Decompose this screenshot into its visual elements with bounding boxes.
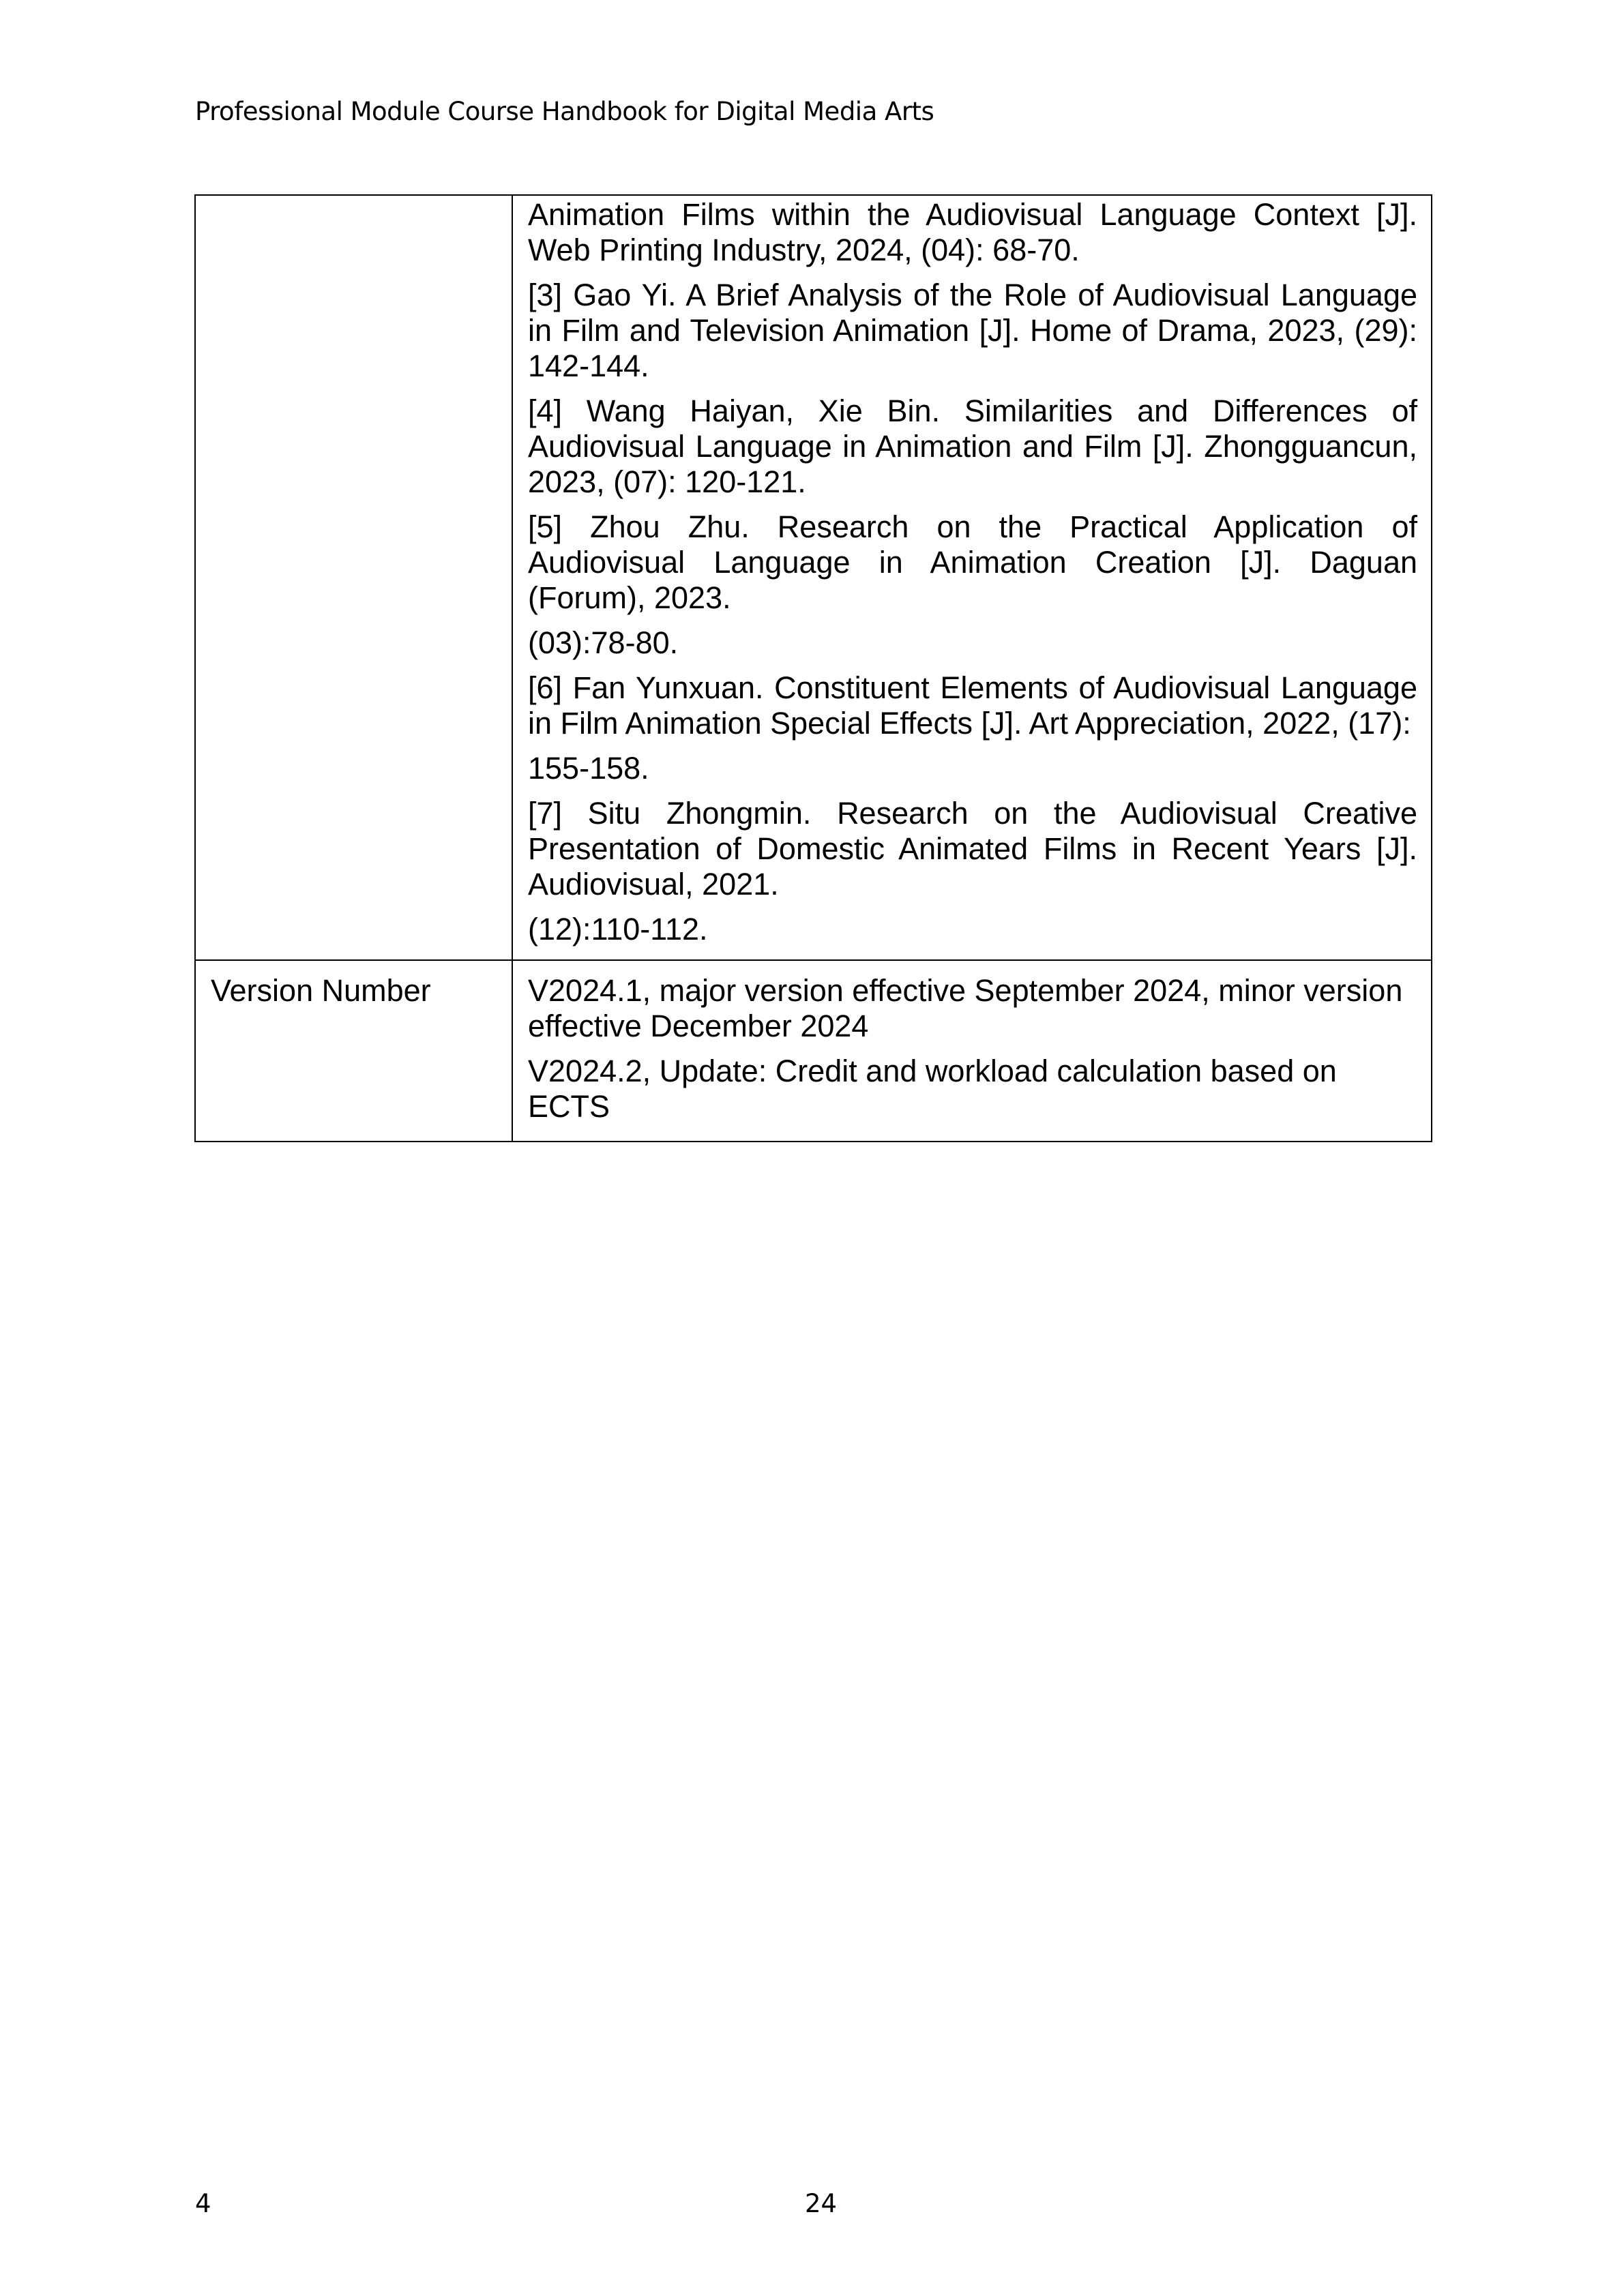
table-row-references [195,195,1432,960]
page-number: 24 [805,2189,838,2218]
reference-item: [7] Situ Zhongmin. Research on the Audiovisual Creative Presentation of Domestic Animated Films in Recent Years [J]. Audiovisual, 2021. [528,796,1417,901]
version-label-cell [195,960,512,1142]
references-label-cell [195,195,512,960]
version-content-cell [512,960,1432,1142]
references-content-cell [512,195,1432,960]
reference-item: (12):110-112. [528,912,708,946]
version-entry: V2024.1, major version effective September 2024, minor version effective December 2024 [528,973,1403,1043]
version-label: Version Number [211,973,431,1008]
reference-item: [4] Wang Haiyan, Xie Bin. Similarities and Differences of Audiovisual Language in Animation and Film [J]. Zhongguancun, 2023, (07): 120-121. [528,393,1417,499]
references-label [196,196,512,208]
module-table [194,194,1432,1142]
reference-item: 155-158. [528,751,649,786]
reference-item: [3] Gao Yi. A Brief Analysis of the Role of Audiovisual Language in Film and Television Animation [J]. Home of Drama, 2023, (29): 142-144. [528,278,1417,383]
table-row-version [195,960,1432,1142]
reference-item: [5] Zhou Zhu. Research on the Practical Application of Audiovisual Language in Animation Creation [J]. Daguan (Forum), 2023. [528,509,1417,615]
reference-item: (03):78-80. [528,625,679,660]
footer-left-number: 4 [195,2189,211,2218]
page-header: Professional Module Course Handbook for Digital Media Arts [195,97,934,126]
reference-item: [6] Fan Yunxuan. Constituent Elements of Audiovisual Language in Film Animation Special Effects [J]. Art Appreciation, 2022, (17): [528,670,1417,741]
reference-item: Animation Films within the Audiovisual Language Context [J]. Web Printing Industry, 2024, (04): 68-70. [528,197,1417,267]
version-entry: V2024.2, Update: Credit and workload calculation based on ECTS [528,1054,1337,1124]
